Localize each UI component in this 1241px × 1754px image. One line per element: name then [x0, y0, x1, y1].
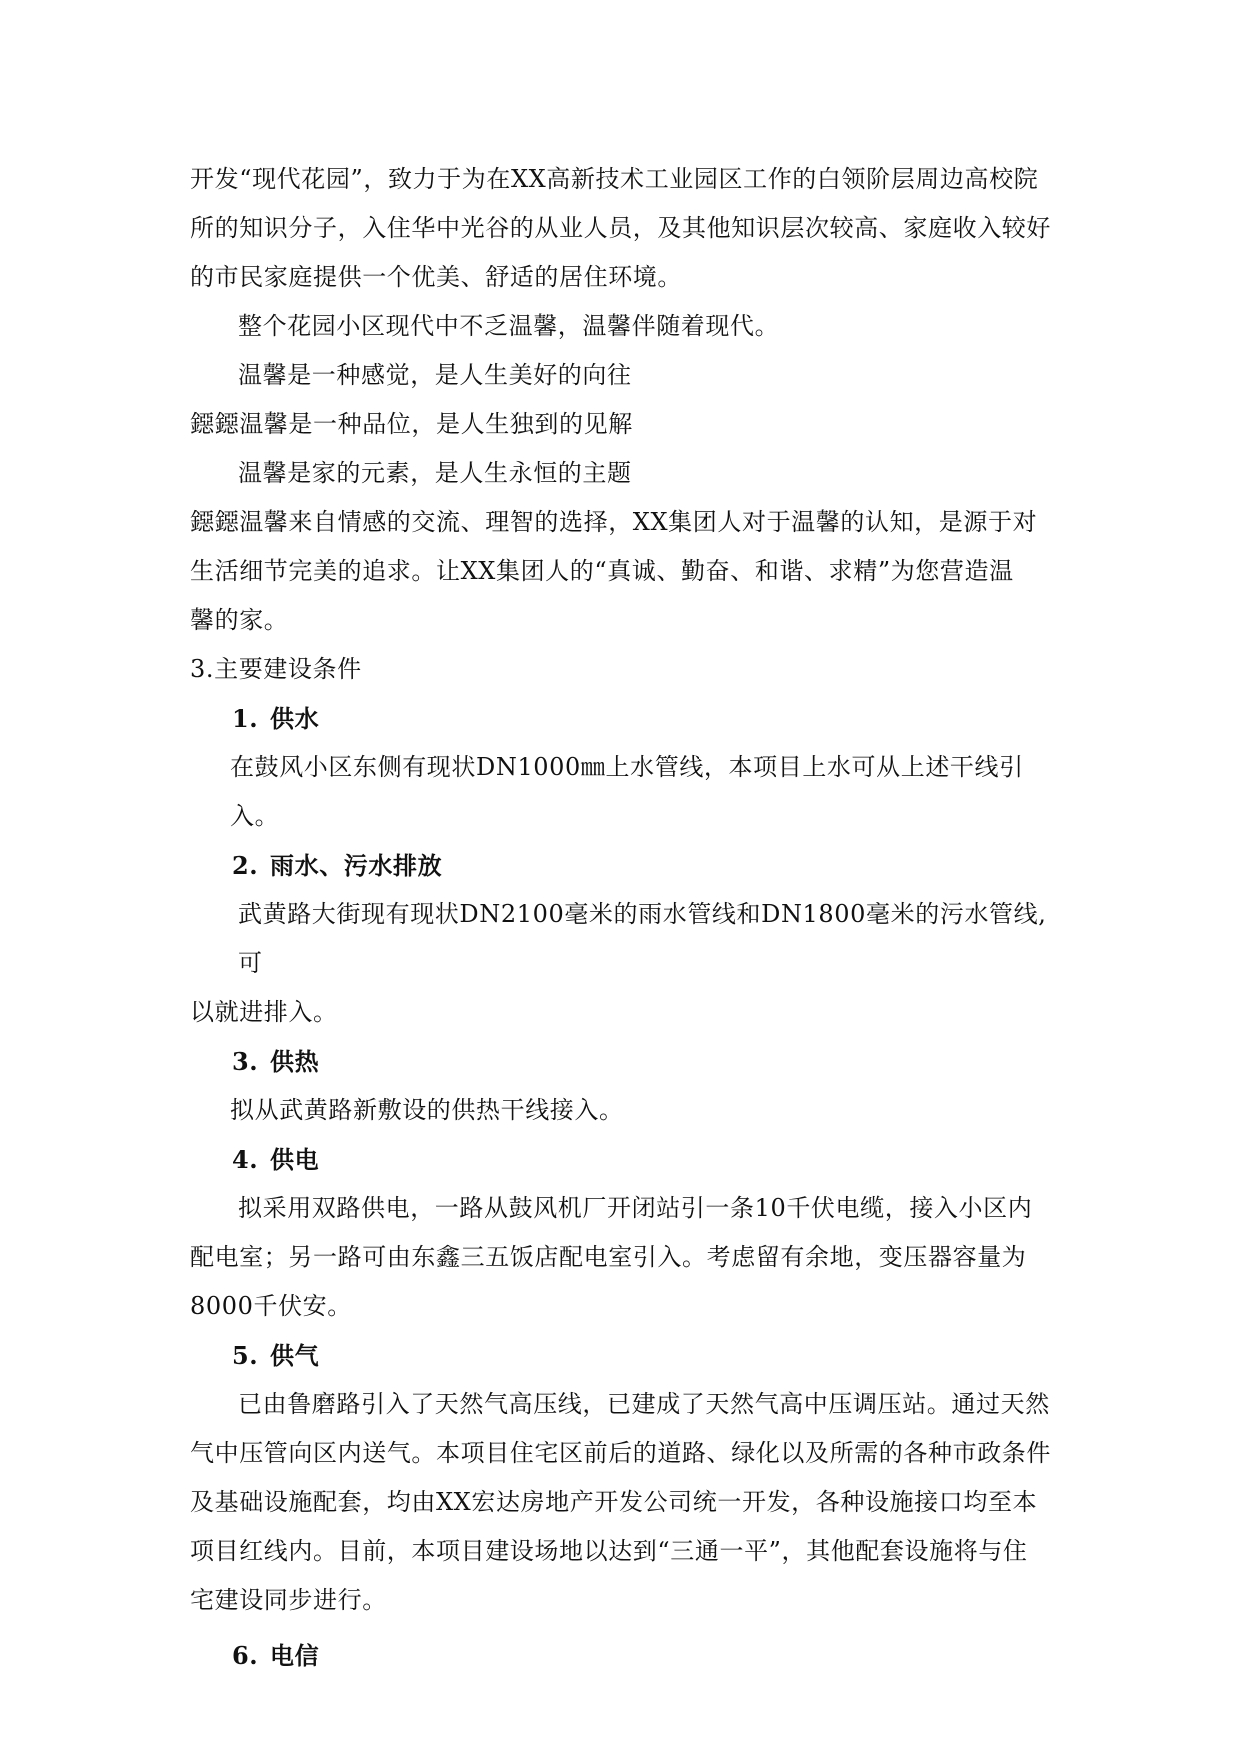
item-body-line: 以就进排入。: [190, 998, 338, 1026]
warm-paragraph: 整个花园小区现代中不乏温馨，温馨伴随着现代。: [238, 312, 780, 340]
item-number: 5.: [232, 1341, 259, 1370]
item-body-line: 武黄路大街现有现状DN2100毫米的雨水管线和DN1800毫米的污水管线,可: [238, 900, 1047, 977]
warm-paragraph: 温馨是家的元素，是人生永恒的主题: [238, 459, 632, 487]
item-body-line: 气中压管向区内送气。本项目住宅区前后的道路、绿化以及所需的各种市政条件: [190, 1439, 1051, 1467]
warm-paragraph: 鐚鐚温馨是一种品位，是人生独到的见解: [190, 410, 633, 438]
section-title: 3.主要建设条件: [190, 655, 362, 683]
item-body-line: 拟从武黄路新敷设的供热干线接入。: [230, 1096, 624, 1124]
item-title: 供气: [270, 1341, 320, 1370]
item-title: 电信: [270, 1641, 320, 1670]
item-body-line: 已由鲁磨路引入了天然气高压线，已建成了天然气高中压调压站。通过天然: [238, 1390, 1050, 1418]
intro-paragraph-line: 所的知识分子，入住华中光谷的从业人员，及其他知识层次较高、家庭收入较好: [190, 214, 1051, 242]
item-body-line: 在鼓风小区东侧有现状DN1000㎜上水管线，本项目上水可从上述干线引入。: [230, 753, 1024, 830]
intro-paragraph-line: 开发“现代花园”，致力于为在XX高新技术工业园区工作的白领阶层周边高校院: [190, 165, 1039, 193]
item-body-line: 及基础设施配套，均由XX宏达房地产开发公司统一开发，各种设施接口均至本: [190, 1488, 1038, 1516]
warm-paragraph-line: 生活细节完美的追求。让XX集团人的“真诚、勤奋、和谐、求精”为您营造温: [190, 557, 1014, 585]
item-body-line: 项目红线内。目前，本项目建设场地以达到“三通一平”，其他配套设施将与住: [190, 1537, 1028, 1565]
item-number: 3.: [232, 1047, 259, 1076]
item-title: 供水: [270, 704, 320, 733]
document-body: [190, 155, 1060, 1680]
item-heading-water-supply: [190, 694, 1060, 743]
item-body-line: 8000千伏安。: [190, 1292, 352, 1320]
item-number: 2.: [232, 851, 259, 880]
item-heading-power: [190, 1135, 1060, 1184]
item-heading-heating: [190, 1037, 1060, 1086]
item-body-line: 配电室；另一路可由东鑫三五饭店配电室引入。考虑留有余地，变压器容量为: [190, 1243, 1027, 1271]
warm-paragraph-line: 鐚鐚温馨来自情感的交流、理智的选择，XX集团人对于温馨的认知，是源于对: [190, 508, 1038, 536]
intro-paragraph-line: 的市民家庭提供一个优美、舒适的居住环境。: [190, 263, 682, 291]
item-body-line: 拟采用双路供电，一路从鼓风机厂开闭站引一条10千伏电缆，接入小区内: [238, 1194, 1033, 1222]
item-heading-drainage: [190, 841, 1060, 890]
item-heading-gas: [190, 1331, 1060, 1380]
item-heading-telecom: [190, 1631, 1060, 1680]
item-title: 雨水、污水排放: [270, 851, 443, 880]
item-title: 供电: [270, 1145, 320, 1174]
warm-paragraph-line: 馨的家。: [190, 606, 289, 634]
item-number: 1.: [232, 704, 259, 733]
item-number: 6.: [232, 1641, 259, 1670]
item-body-line: 宅建设同步进行。: [190, 1586, 387, 1614]
item-number: 4.: [232, 1145, 259, 1174]
warm-paragraph: 温馨是一种感觉，是人生美好的向往: [238, 361, 632, 389]
item-title: 供热: [270, 1047, 320, 1076]
